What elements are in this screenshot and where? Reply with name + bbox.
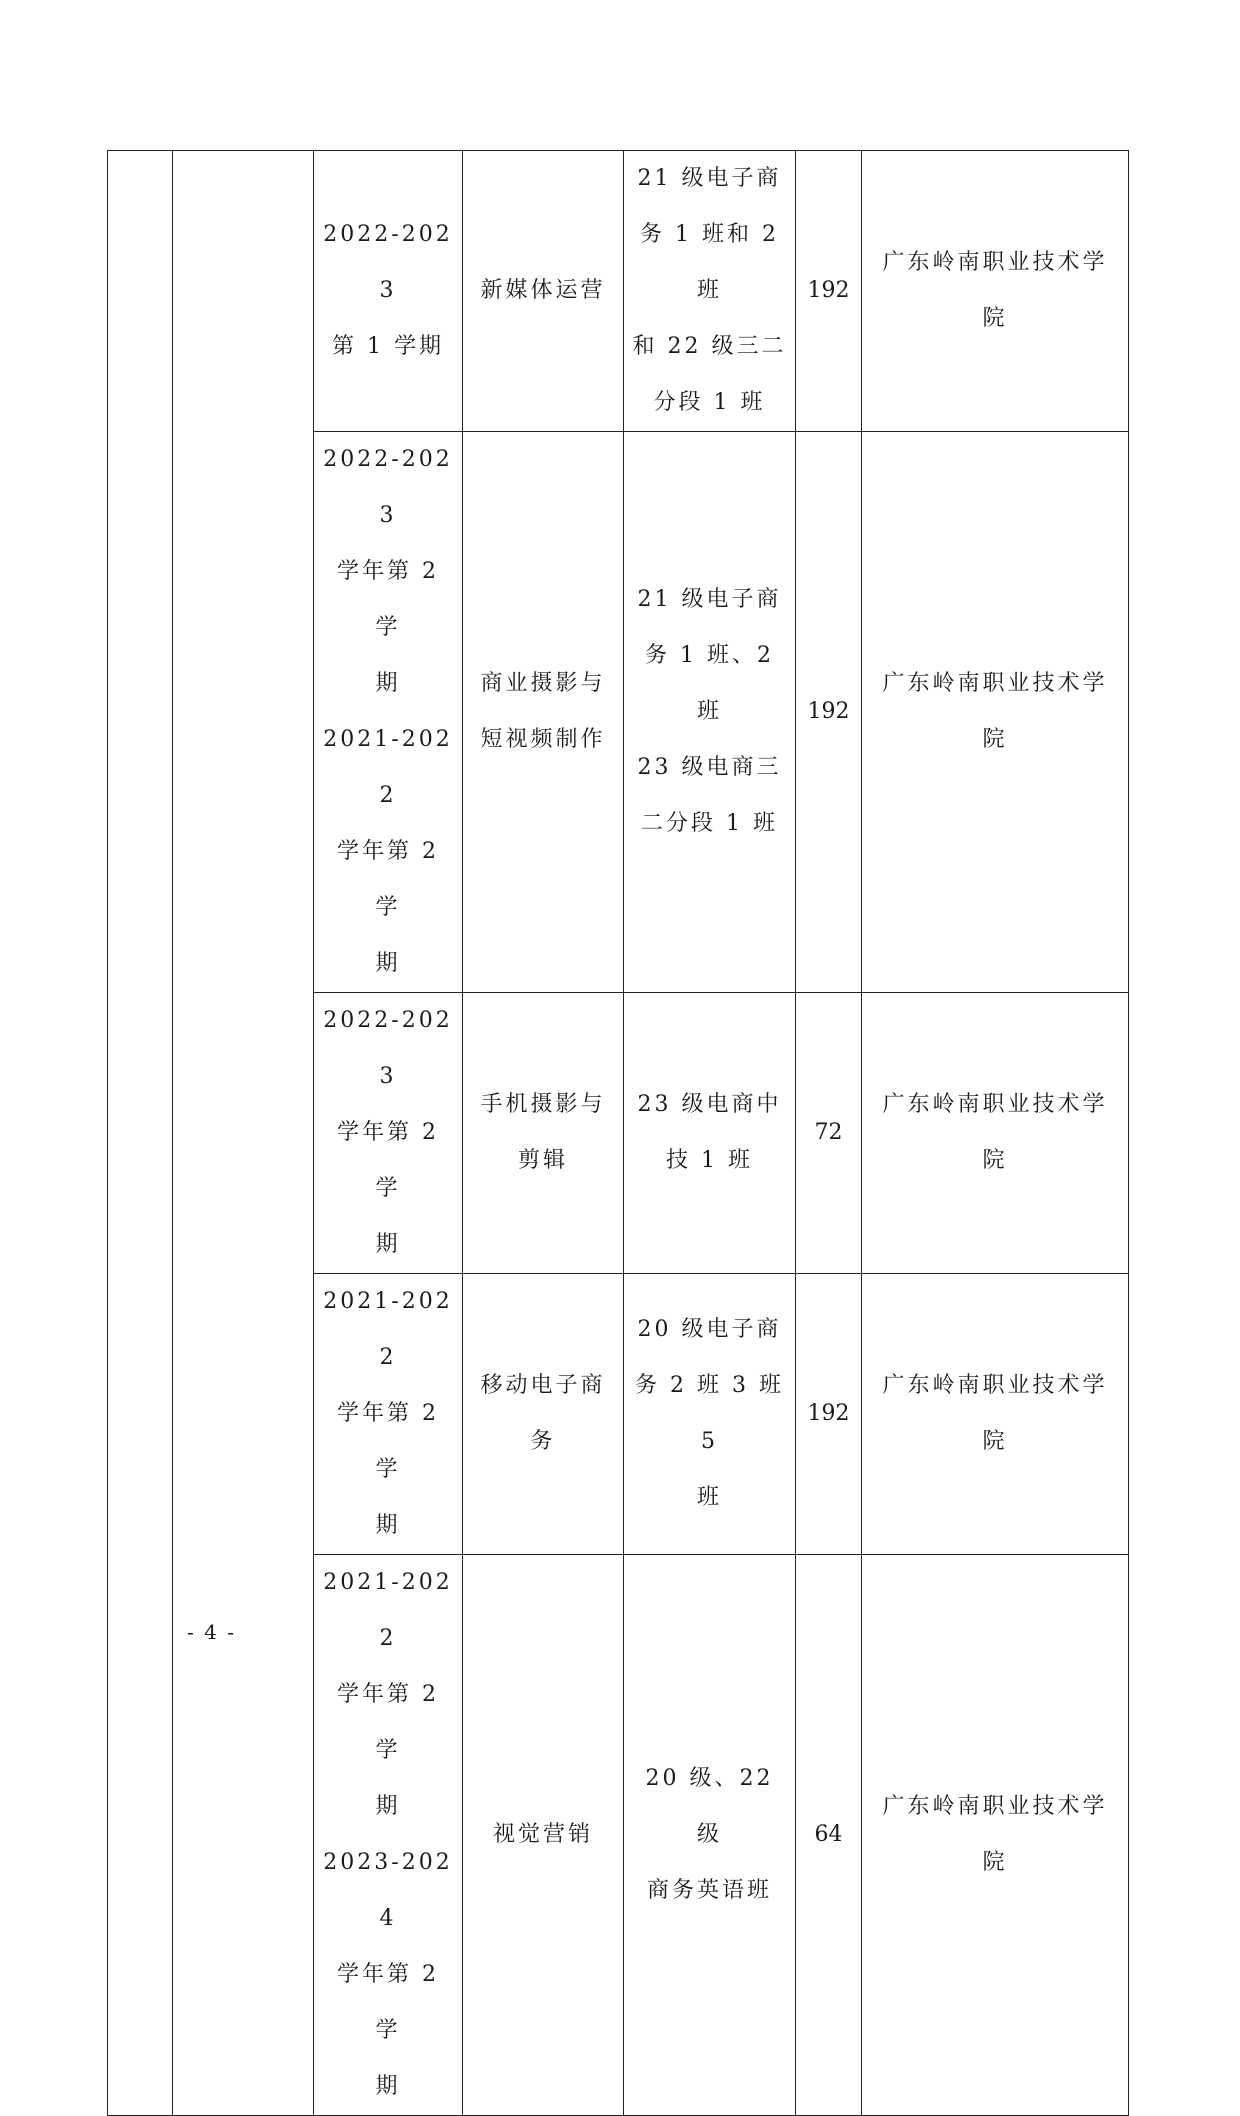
classes-line: 技 1 班 <box>666 1148 753 1173</box>
name-cell-empty <box>173 151 314 2116</box>
term-cell <box>314 1555 463 2116</box>
classes-line: 务 1 班和 2 班 <box>640 222 779 303</box>
course-line: 商业摄影与 <box>480 671 606 696</box>
classes-cell <box>624 993 796 1274</box>
classes-line: 21 级电子商 <box>637 587 782 612</box>
hours-cell: 192 <box>796 432 862 993</box>
school-cell <box>862 432 1129 993</box>
course-line: 务 <box>530 1429 556 1454</box>
hours-cell: 72 <box>796 993 862 1274</box>
term-line: 2023-2024 <box>323 1850 453 1931</box>
classes-line: 分段 1 班 <box>653 390 766 415</box>
term-cell <box>314 1274 463 1555</box>
term-line: 期 <box>375 671 401 696</box>
school-cell <box>862 993 1129 1274</box>
school-line: 院 <box>982 1850 1008 1875</box>
school-line: 院 <box>982 306 1008 331</box>
course-cell <box>463 151 624 432</box>
classes-line: 20 级电子商 <box>637 1317 782 1342</box>
term-line: 学年第 2 学 <box>337 1962 439 2043</box>
term-line: 2022-2023 <box>323 1008 453 1089</box>
classes-cell <box>624 432 796 993</box>
term-cell <box>314 151 463 432</box>
classes-line: 二分段 1 班 <box>641 811 778 836</box>
school-line: 广东岭南职业技术学 <box>882 1092 1108 1117</box>
school-line: 院 <box>982 1148 1008 1173</box>
course-line: 短视频制作 <box>480 727 606 752</box>
classes-line: 班 <box>696 1485 722 1510</box>
term-line: 2022-2023 <box>323 447 453 528</box>
school-line: 院 <box>982 1429 1008 1454</box>
school-line: 广东岭南职业技术学 <box>882 1794 1108 1819</box>
term-line: 2021-2022 <box>323 727 453 808</box>
course-cell <box>463 1274 624 1555</box>
school-cell <box>862 1555 1129 2116</box>
classes-line: 23 级电商三 <box>637 755 782 780</box>
school-cell <box>862 151 1129 432</box>
term-line: 学年第 2 学 <box>337 1401 439 1482</box>
school-line: 广东岭南职业技术学 <box>882 671 1108 696</box>
term-line: 2021-2022 <box>323 1570 453 1651</box>
term-line: 期 <box>375 1794 401 1819</box>
term-line: 2022-2023 <box>323 222 453 303</box>
course-table <box>107 150 1129 2116</box>
classes-line: 和 22 级三二 <box>632 334 787 359</box>
term-line: 学年第 2 学 <box>337 1682 439 1763</box>
classes-line: 商务英语班 <box>646 1878 772 1903</box>
classes-cell <box>624 1274 796 1555</box>
course-cell <box>463 432 624 993</box>
course-line: 移动电子商 <box>480 1373 606 1398</box>
term-cell <box>314 432 463 993</box>
course-line: 视觉营销 <box>492 1822 593 1847</box>
term-cell <box>314 993 463 1274</box>
course-cell <box>463 1555 624 2116</box>
page-number: - 4 - <box>187 1620 236 1644</box>
classes-line: 21 级电子商 <box>637 166 782 191</box>
hours-cell: 192 <box>796 1274 862 1555</box>
classes-line: 务 1 班、2 班 <box>645 643 774 724</box>
hours-cell: 192 <box>796 151 862 432</box>
term-line: 期 <box>375 1513 401 1538</box>
school-line: 广东岭南职业技术学 <box>882 1373 1108 1398</box>
term-line: 第 1 学期 <box>332 334 444 359</box>
term-line: 期 <box>375 1232 401 1257</box>
course-line: 手机摄影与 <box>480 1092 606 1117</box>
table-row <box>108 151 1129 432</box>
classes-line: 务 2 班 3 班 5 <box>635 1373 784 1454</box>
course-line: 新媒体运营 <box>480 278 606 303</box>
term-line: 学年第 2 学 <box>337 1120 439 1201</box>
classes-cell <box>624 1555 796 2116</box>
term-line: 期 <box>375 2074 401 2099</box>
index-cell-empty <box>108 151 173 2116</box>
school-line: 广东岭南职业技术学 <box>882 250 1108 275</box>
school-line: 院 <box>982 727 1008 752</box>
classes-cell <box>624 151 796 432</box>
hours-cell: 64 <box>796 1555 862 2116</box>
term-line: 学年第 2 学 <box>337 559 439 640</box>
term-line: 期 <box>375 951 401 976</box>
classes-line: 23 级电商中 <box>637 1092 782 1117</box>
school-cell <box>862 1274 1129 1555</box>
course-cell <box>463 993 624 1274</box>
term-line: 学年第 2 学 <box>337 839 439 920</box>
term-line: 2021-2022 <box>323 1289 453 1370</box>
classes-line: 20 级、22 级 <box>645 1766 774 1847</box>
course-line: 剪辑 <box>517 1148 568 1173</box>
